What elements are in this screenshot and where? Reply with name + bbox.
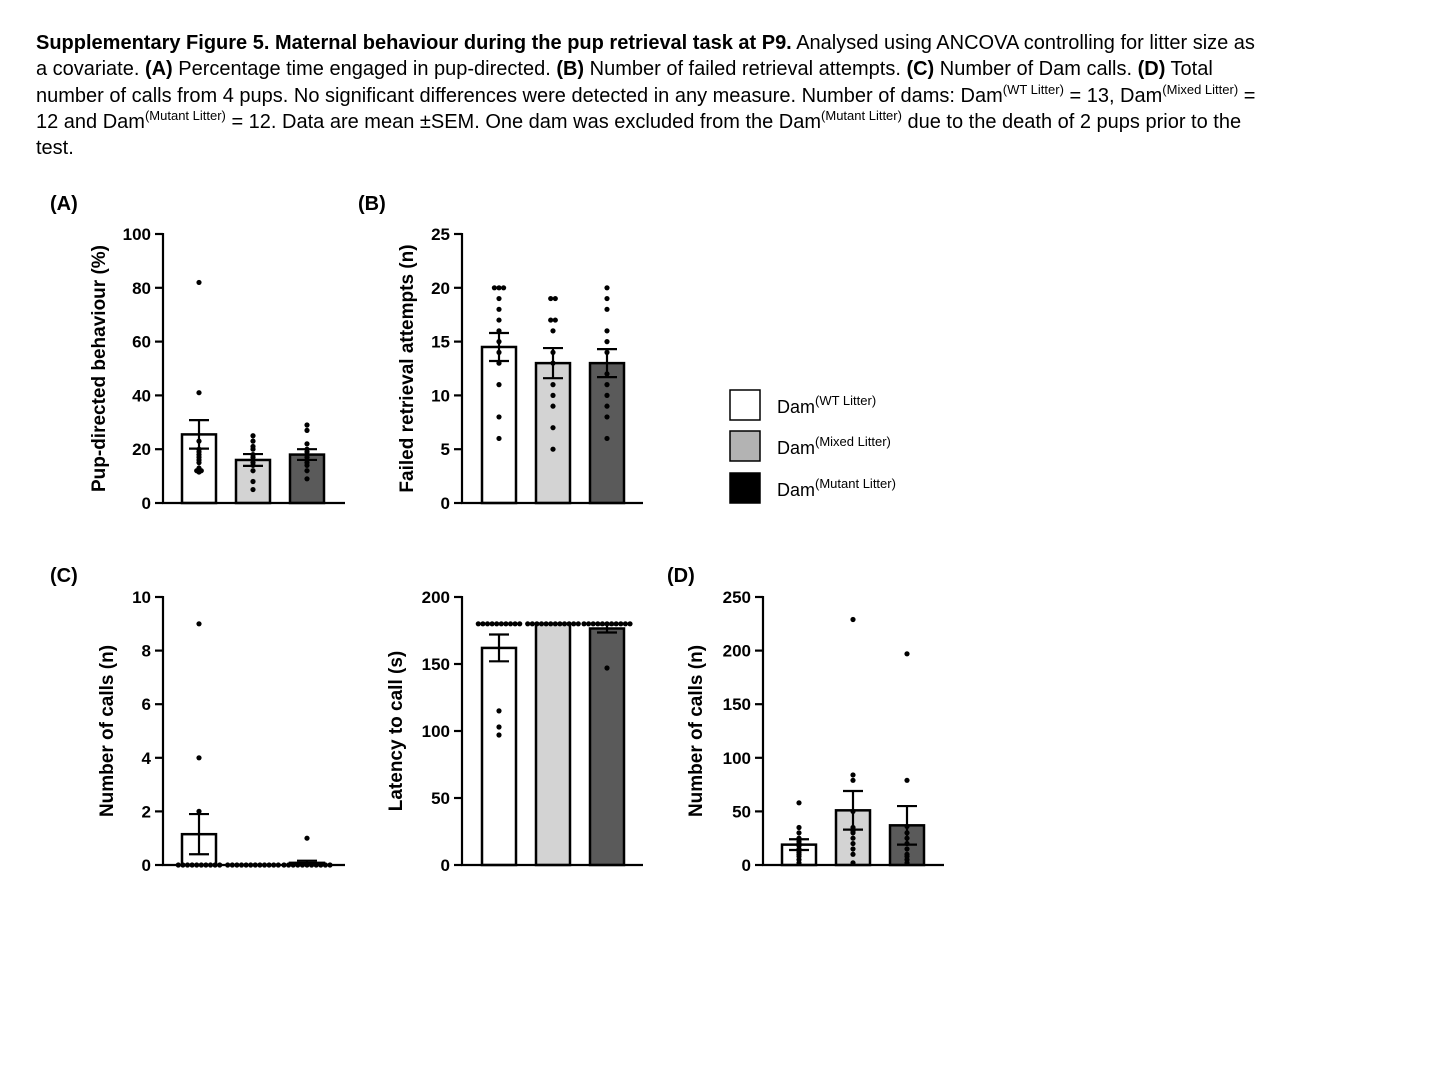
caption-text: Number of failed retrieval attempts. — [584, 58, 907, 81]
data-point — [604, 414, 609, 419]
data-point — [548, 317, 553, 322]
caption-text: Total number of calls from 4 pups. No significant differences were detected in any measure. Number of dams: Dam — [36, 58, 1213, 107]
data-point — [904, 651, 909, 656]
legend-label — [777, 434, 891, 458]
legend-label — [777, 476, 896, 500]
data-point — [581, 621, 586, 626]
panel-label: (B) — [358, 193, 386, 215]
y-tick-label: 25 — [431, 225, 450, 244]
data-point — [496, 724, 501, 729]
legend-label-base: Dam — [777, 397, 816, 417]
data-point — [562, 621, 567, 626]
data-point — [485, 621, 490, 626]
legend-label — [777, 393, 876, 417]
caption-label-c: (C) — [906, 58, 935, 81]
data-point — [796, 825, 801, 830]
data-point — [496, 436, 501, 441]
legend-label-superscript: (WT Litter) — [815, 393, 877, 408]
y-tick-label: 15 — [431, 332, 450, 352]
data-point — [490, 621, 495, 626]
y-tick-label: 20 — [431, 278, 450, 298]
panel-label: (C) — [50, 565, 78, 587]
y-tick-label: 80 — [132, 278, 151, 298]
y-tick-label: 5 — [440, 440, 450, 460]
caption-text: Number of Dam calls. — [934, 58, 1138, 81]
data-point — [604, 404, 609, 409]
caption-label-a: (A) — [144, 58, 173, 81]
data-point — [904, 846, 909, 851]
data-point — [494, 621, 499, 626]
data-point — [496, 285, 501, 290]
data-point — [304, 422, 309, 427]
y-tick-label: 4 — [141, 748, 151, 768]
caption-text: = 12. Data are mean ±SEM. One dam was excluded from the Dam — [225, 110, 822, 133]
data-point — [850, 852, 855, 857]
legend-label-base: Dam — [777, 438, 816, 458]
data-point — [550, 328, 555, 333]
y-tick-label: 150 — [421, 655, 450, 674]
caption-text: = 12 and Dam — [36, 84, 1256, 133]
data-point — [304, 441, 309, 446]
caption-title: Supplementary Figure 5. Maternal behaviour during the pup retrieval task at P9. — [36, 32, 792, 54]
y-tick-label: 0 — [741, 856, 751, 875]
data-point — [492, 285, 497, 290]
y-tick-label: 10 — [132, 588, 151, 607]
data-point — [503, 621, 508, 626]
data-point — [557, 621, 562, 626]
caption-superscript: (Mutant Litter) — [821, 107, 902, 123]
data-point — [513, 621, 518, 626]
data-point — [850, 778, 855, 783]
data-point — [304, 428, 309, 433]
y-tick-label: 0 — [141, 856, 151, 875]
y-tick-label: 0 — [440, 494, 450, 513]
data-point — [586, 621, 591, 626]
bar — [590, 628, 624, 865]
data-point — [530, 621, 535, 626]
data-point — [544, 621, 549, 626]
caption-superscript: (Mutant Litter) — [144, 107, 226, 123]
y-tick-label: 20 — [132, 440, 151, 460]
caption-superscript: (WT Litter) — [1002, 81, 1064, 97]
data-point — [508, 621, 513, 626]
data-point — [525, 621, 530, 626]
data-point — [496, 708, 501, 713]
legend-item — [730, 473, 896, 503]
y-axis-label: Number of calls (n) — [686, 644, 707, 818]
data-point — [501, 285, 506, 290]
data-point — [604, 665, 609, 670]
data-point — [850, 772, 855, 777]
data-point — [250, 487, 255, 492]
data-point — [604, 393, 609, 398]
y-tick-label: 2 — [141, 802, 151, 822]
y-tick-label: 150 — [722, 695, 751, 715]
y-tick-label: 60 — [132, 332, 151, 352]
legend-label-superscript: (Mutant Litter) — [815, 476, 896, 491]
data-point — [571, 621, 576, 626]
data-point — [548, 296, 553, 301]
data-point — [304, 836, 309, 841]
data-point — [476, 621, 481, 626]
y-axis-label: Failed retrieval attempts (n) — [397, 244, 418, 493]
caption-text: = 13, Dam — [1063, 84, 1163, 107]
data-point — [250, 468, 255, 473]
data-point — [618, 621, 623, 626]
data-point — [850, 617, 855, 622]
y-tick-label: 50 — [431, 789, 450, 808]
data-point — [553, 317, 558, 322]
data-point — [250, 433, 255, 438]
data-point — [496, 382, 501, 387]
data-point — [604, 285, 609, 290]
legend-label-base: Dam — [777, 480, 816, 500]
data-point — [604, 307, 609, 312]
y-axis-label: Pup-directed behaviour (%) — [89, 244, 110, 493]
caption-superscript: (Mixed Litter) — [1162, 81, 1239, 97]
chart-panel-c1 — [50, 565, 345, 875]
data-point — [550, 393, 555, 398]
data-point — [304, 463, 309, 468]
chart-panel-b — [358, 193, 643, 513]
y-tick-label: 10 — [431, 386, 450, 406]
data-point — [604, 328, 609, 333]
data-point — [304, 476, 309, 481]
data-point — [550, 404, 555, 409]
data-point — [553, 621, 558, 626]
data-point — [539, 621, 544, 626]
data-point — [534, 621, 539, 626]
y-tick-label: 250 — [722, 588, 751, 607]
data-point — [850, 846, 855, 851]
data-point — [550, 447, 555, 452]
chart-panel-d — [667, 565, 944, 875]
data-point — [604, 382, 609, 387]
caption-text: Analysed using ANCOVA controlling for litter size as a covariate. — [36, 32, 1255, 81]
data-point — [550, 425, 555, 430]
data-point — [304, 468, 309, 473]
bar — [482, 347, 516, 503]
data-point — [604, 339, 609, 344]
data-point — [196, 621, 201, 626]
y-tick-label: 100 — [421, 722, 450, 741]
caption-label-d: (D) — [1137, 58, 1166, 81]
chart-panel-c2 — [386, 588, 643, 875]
data-point — [250, 439, 255, 444]
data-point — [496, 317, 501, 322]
caption-label-b: (B) — [556, 58, 585, 81]
y-tick-label: 200 — [722, 641, 751, 661]
legend-item — [730, 390, 876, 420]
y-axis-label: Number of calls (n) — [97, 644, 118, 818]
data-point — [550, 382, 555, 387]
y-tick-label: 100 — [722, 748, 751, 768]
data-point — [576, 621, 581, 626]
data-point — [796, 830, 801, 835]
data-point — [496, 296, 501, 301]
panel-label: (D) — [667, 565, 695, 587]
data-point — [553, 296, 558, 301]
y-tick-label: 100 — [122, 225, 151, 244]
data-point — [623, 621, 628, 626]
data-point — [850, 841, 855, 846]
y-axis-label: Latency to call (s) — [386, 650, 407, 812]
data-point — [548, 621, 553, 626]
data-point — [850, 830, 855, 835]
legend — [730, 390, 896, 503]
data-point — [604, 296, 609, 301]
data-point — [196, 280, 201, 285]
data-point — [480, 621, 485, 626]
data-point — [496, 414, 501, 419]
data-point — [250, 447, 255, 452]
bar — [536, 624, 570, 865]
data-point — [499, 621, 504, 626]
data-point — [904, 778, 909, 783]
data-point — [567, 621, 572, 626]
chart-panel-a — [50, 193, 345, 513]
data-point — [196, 460, 201, 465]
y-tick-label: 50 — [732, 802, 751, 822]
data-point — [850, 836, 855, 841]
data-point — [196, 390, 201, 395]
data-point — [199, 468, 204, 473]
data-point — [496, 732, 501, 737]
data-point — [196, 755, 201, 760]
caption-text: due to the death of 2 pups prior to the test. — [36, 110, 1242, 160]
data-point — [796, 800, 801, 805]
y-tick-label: 0 — [141, 494, 151, 513]
y-tick-label: 6 — [141, 695, 151, 715]
legend-swatch — [730, 473, 760, 503]
y-tick-label: 200 — [421, 588, 450, 607]
legend-swatch — [730, 431, 760, 461]
bar — [482, 648, 516, 865]
legend-label-superscript: (Mixed Litter) — [815, 434, 891, 449]
y-tick-label: 40 — [132, 386, 151, 406]
data-point — [604, 436, 609, 441]
data-point — [496, 307, 501, 312]
data-point — [250, 479, 255, 484]
legend-swatch — [730, 390, 760, 420]
legend-item — [730, 431, 891, 461]
y-tick-label: 0 — [440, 856, 450, 875]
data-point — [517, 621, 522, 626]
y-tick-label: 8 — [141, 641, 151, 661]
caption-text: Percentage time engaged in pup-directed. — [172, 58, 557, 81]
data-point — [591, 621, 596, 626]
panel-label: (A) — [50, 193, 78, 215]
data-point — [627, 621, 632, 626]
